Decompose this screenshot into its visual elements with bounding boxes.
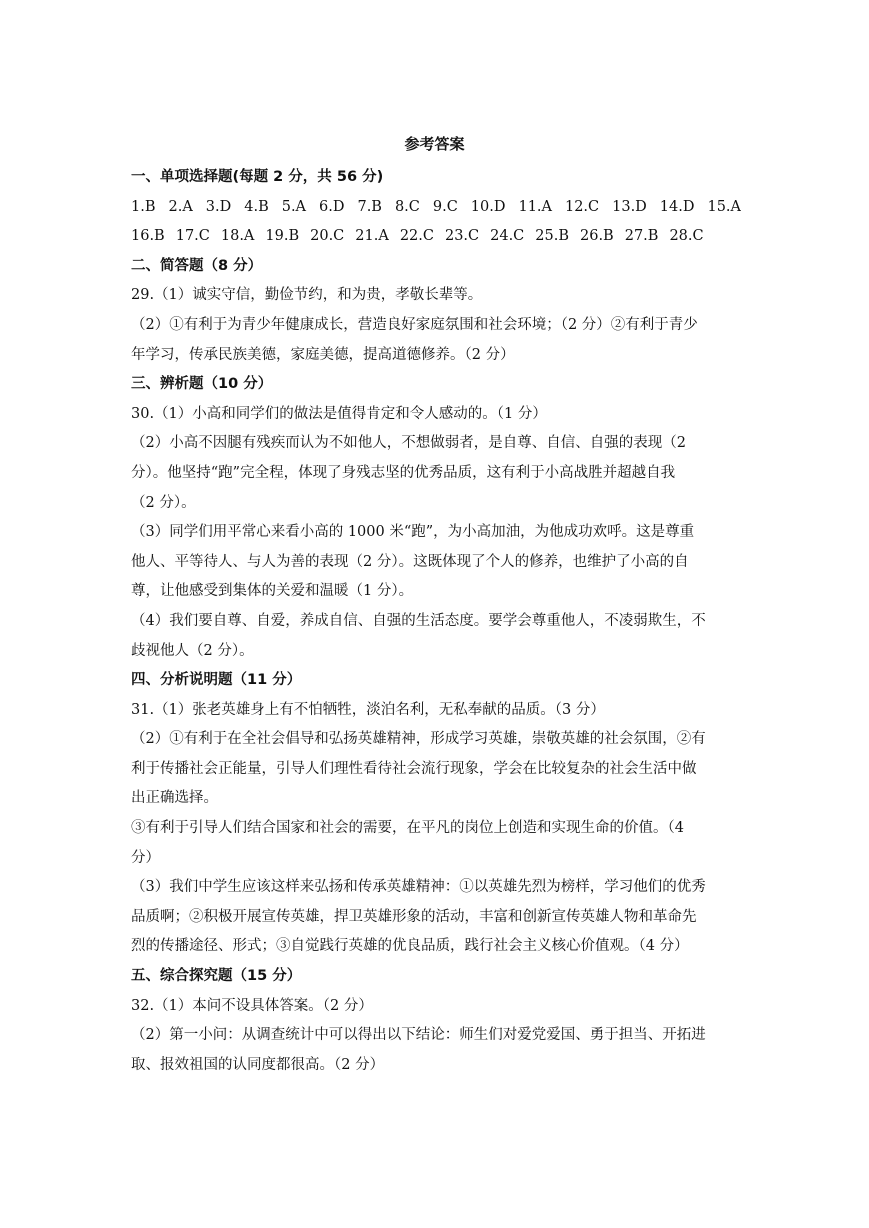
answer-line: 30.（1）小高和同学们的做法是值得肯定和令人感动的。（1 分） xyxy=(131,405,547,422)
answer-line: 他人、平等待人、与人为善的表现（2 分）。这既体现了个人的修养，也维护了小高的自 xyxy=(131,553,689,570)
answer-line: 年学习，传承民族美德，家庭美德，提高道德修养。（2 分） xyxy=(131,346,515,363)
choice-answer: 3.D xyxy=(205,198,232,215)
answer-line: （3）同学们用平常心来看小高的 1000 米“跑”，为小高加油，为他成功欢呼。这是尊重 xyxy=(131,524,695,541)
answer-content xyxy=(131,163,741,1080)
section-heading-analysis: 四、分析说明题（11 分） xyxy=(131,672,302,689)
answer-line: 分）。他坚持“跑”完全程，体现了身残志坚的优秀品质，这有利于小高战胜并超越自我 xyxy=(131,464,676,481)
answer-line: 29.（1）诚实守信，勤俭节约，和为贵，孝敬长辈等。 xyxy=(131,287,483,304)
choice-answers-row-1 xyxy=(131,193,741,223)
choice-answers-row-2 xyxy=(131,222,741,252)
choice-answer: 23.C xyxy=(444,228,480,245)
section-heading-inquiry: 五、综合探究题（15 分） xyxy=(131,968,302,985)
choice-answer: 28.C xyxy=(669,228,704,245)
answer-line: 品质啊；②积极开展宣传英雄，捍卫英雄形象的活动，丰富和创新宣传英雄人物和革命先 xyxy=(131,908,697,925)
choice-answer: 10.D xyxy=(470,198,506,215)
answer-line: 歧视他人（2 分）。 xyxy=(131,642,254,659)
answer-line: 32.（1）本问不设具体答案。（2 分） xyxy=(131,997,373,1014)
answer-line: （3）我们中学生应该这样来弘扬和传承英雄精神：①以英雄先烈为榜样，学习他们的优秀 xyxy=(131,879,706,896)
choice-answer: 20.C xyxy=(310,228,345,245)
choice-answer: 7.B xyxy=(357,198,382,215)
choice-answer: 22.C xyxy=(399,228,434,245)
choice-answer: 2.A xyxy=(168,198,193,215)
answer-line: 31.（1）张老英雄身上有不怕牺牲，淡泊名利，无私奉献的品质。（3 分） xyxy=(131,701,605,718)
choice-answer: 24.C xyxy=(490,228,525,245)
choice-answer: 4.B xyxy=(244,198,269,215)
choice-answer: 16.B xyxy=(131,228,165,245)
answer-line: （2）①有利于为青少年健康成长，营造良好家庭氛围和社会环境；（2 分）②有利于青少 xyxy=(131,316,698,333)
choice-answer: 21.A xyxy=(355,228,389,245)
choice-answer: 15.A xyxy=(707,198,741,215)
answer-line: （2）小高不因腿有残疾而认为不如他人，不想做弱者，是自尊、自信、自强的表现（2 xyxy=(131,435,686,452)
choice-answer: 17.C xyxy=(175,228,210,245)
choice-answer: 26.B xyxy=(580,228,614,245)
choice-answer: 9.C xyxy=(432,198,458,215)
answer-line: 尊，让他感受到集体的关爱和温暖（1 分）。 xyxy=(131,583,414,600)
choice-answer: 5.A xyxy=(281,198,307,215)
answer-line: 出正确选择。 xyxy=(131,790,218,807)
answer-line: 利于传播社会正能量，引导人们理性看待社会流行现象，学会在比较复杂的社会生活中做 xyxy=(131,760,697,777)
choice-answer: 11.A xyxy=(518,198,552,215)
answer-line: 取、报效祖国的认同度都很高。（2 分） xyxy=(131,1056,385,1073)
choice-answer: 6.D xyxy=(319,198,345,215)
page-title: 参考答案 xyxy=(404,135,465,153)
section-heading-discrimination: 三、辨析题（10 分） xyxy=(131,376,273,393)
choice-answer: 13.D xyxy=(612,198,647,215)
answer-line: （2 分）。 xyxy=(131,494,196,511)
choice-answer: 8.C xyxy=(394,198,420,215)
choice-answer: 14.D xyxy=(659,198,695,215)
answer-line: （4）我们要自尊、自爱，养成自信、自强的生活态度。要学会尊重他人，不凌弱欺生，不 xyxy=(131,612,706,629)
answer-line: 分） xyxy=(131,849,160,866)
choice-answer: 1.B xyxy=(131,198,156,215)
answer-line: 烈的传播途径、形式；③自觉践行英雄的优良品质，践行社会主义核心价值观。（4 分） xyxy=(131,938,689,955)
answer-line: ③有利于引导人们结合国家和社会的需要，在平凡的岗位上创造和实现生命的价值。（4 xyxy=(131,820,684,837)
section-heading-short-answer: 二、简答题（8 分） xyxy=(131,257,263,274)
choice-answer: 12.C xyxy=(564,198,600,215)
choice-answer: 18.A xyxy=(220,228,255,245)
choice-answer: 25.B xyxy=(535,228,569,245)
answer-line: （2）第一小问：从调查统计中可以得出以下结论：师生们对爱党爱国、勇于担当、开拓进 xyxy=(131,1027,706,1044)
choice-answer: 19.B xyxy=(265,228,300,245)
answer-line: （2）①有利于在全社会倡导和弘扬英雄精神，形成学习英雄，崇敬英雄的社会氛围，②有 xyxy=(131,731,706,748)
section-heading-multiple-choice: 一、单项选择题(每题 2 分，共 56 分) xyxy=(131,169,384,185)
choice-answer: 27.B xyxy=(624,228,659,245)
